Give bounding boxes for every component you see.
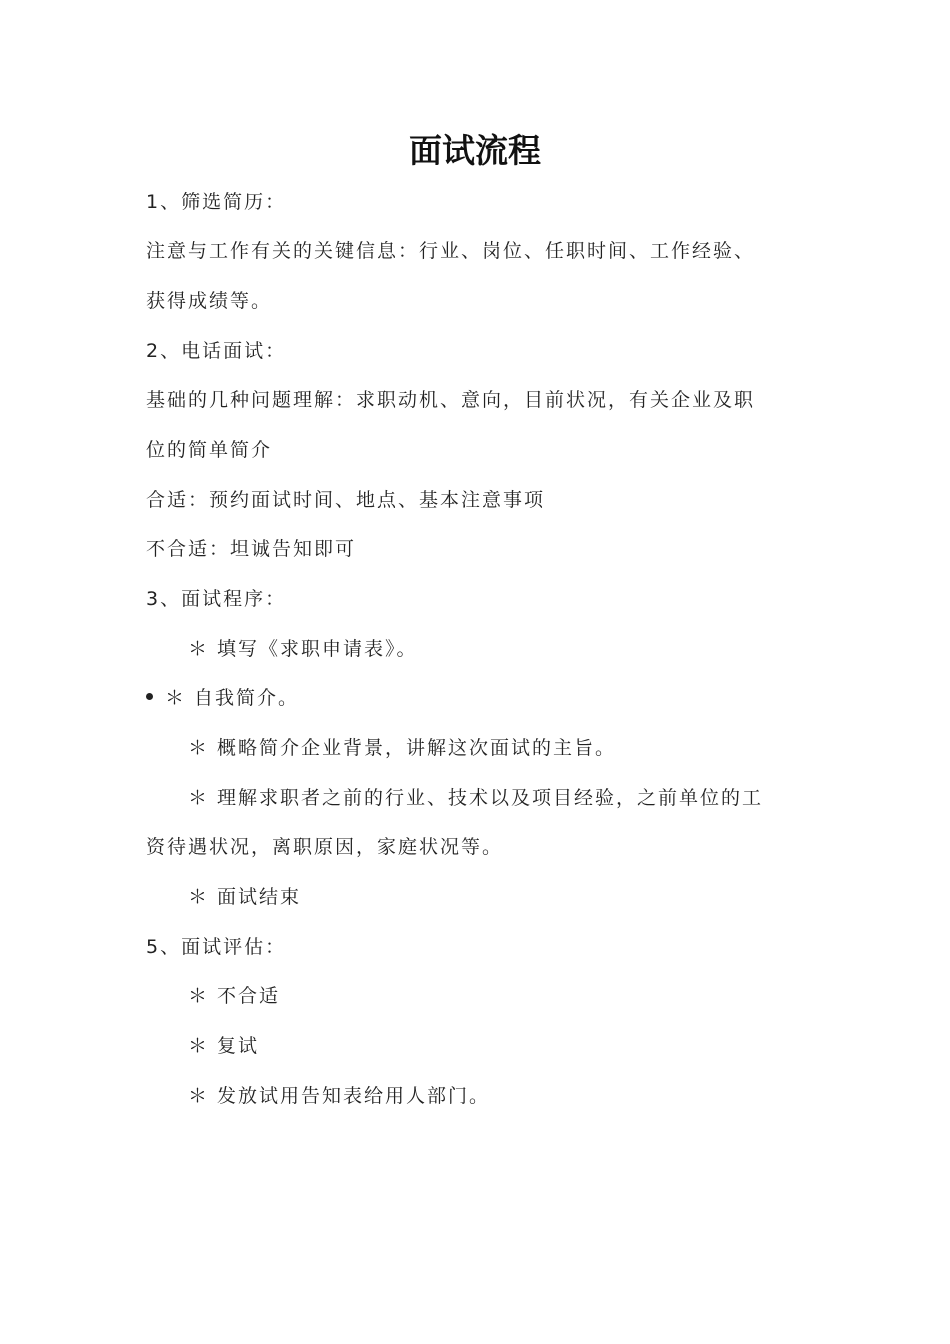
section-heading-interview-procedure: 3、面试程序： — [146, 588, 287, 610]
paragraph-line: 资待遇状况，离职原因，家庭状况等。 — [146, 836, 504, 858]
list-item: ＊ 面试结束 — [188, 886, 302, 908]
section-heading-interview-evaluation: 5、面试评估： — [146, 936, 287, 958]
list-item: ＊ 不合适 — [188, 985, 281, 1007]
section-heading-resume-screening: 1、筛选简历： — [146, 191, 287, 213]
list-item: ＊ 发放试用告知表给用人部门。 — [188, 1085, 491, 1107]
bullet-dot-icon — [146, 693, 153, 700]
paragraph-line: 注意与工作有关的关键信息：行业、岗位、任职时间、工作经验、 — [146, 240, 756, 262]
list-item-bulleted — [146, 685, 299, 711]
list-item: ＊ 理解求职者之前的行业、技术以及项目经验，之前单位的工 — [188, 787, 764, 809]
list-item-text: ＊ 自我简介。 — [165, 687, 300, 709]
section-heading-phone-interview: 2、电话面试： — [146, 340, 287, 362]
list-item: ＊ 复试 — [188, 1035, 260, 1057]
paragraph-line: 基础的几种问题理解：求职动机、意向，目前状况，有关企业及职 — [146, 389, 756, 411]
paragraph-line: 不合适：坦诚告知即可 — [146, 538, 357, 560]
paragraph-line: 合适：预约面试时间、地点、基本注意事项 — [146, 489, 546, 511]
list-item: ＊ 概略简介企业背景，讲解这次面试的主旨。 — [188, 737, 617, 759]
paragraph-line: 获得成绩等。 — [146, 290, 273, 312]
list-item: ＊ 填写《求职申请表》。 — [188, 638, 418, 660]
paragraph-line: 位的简单简介 — [146, 439, 273, 461]
document-title: 面试流程 — [409, 131, 541, 170]
